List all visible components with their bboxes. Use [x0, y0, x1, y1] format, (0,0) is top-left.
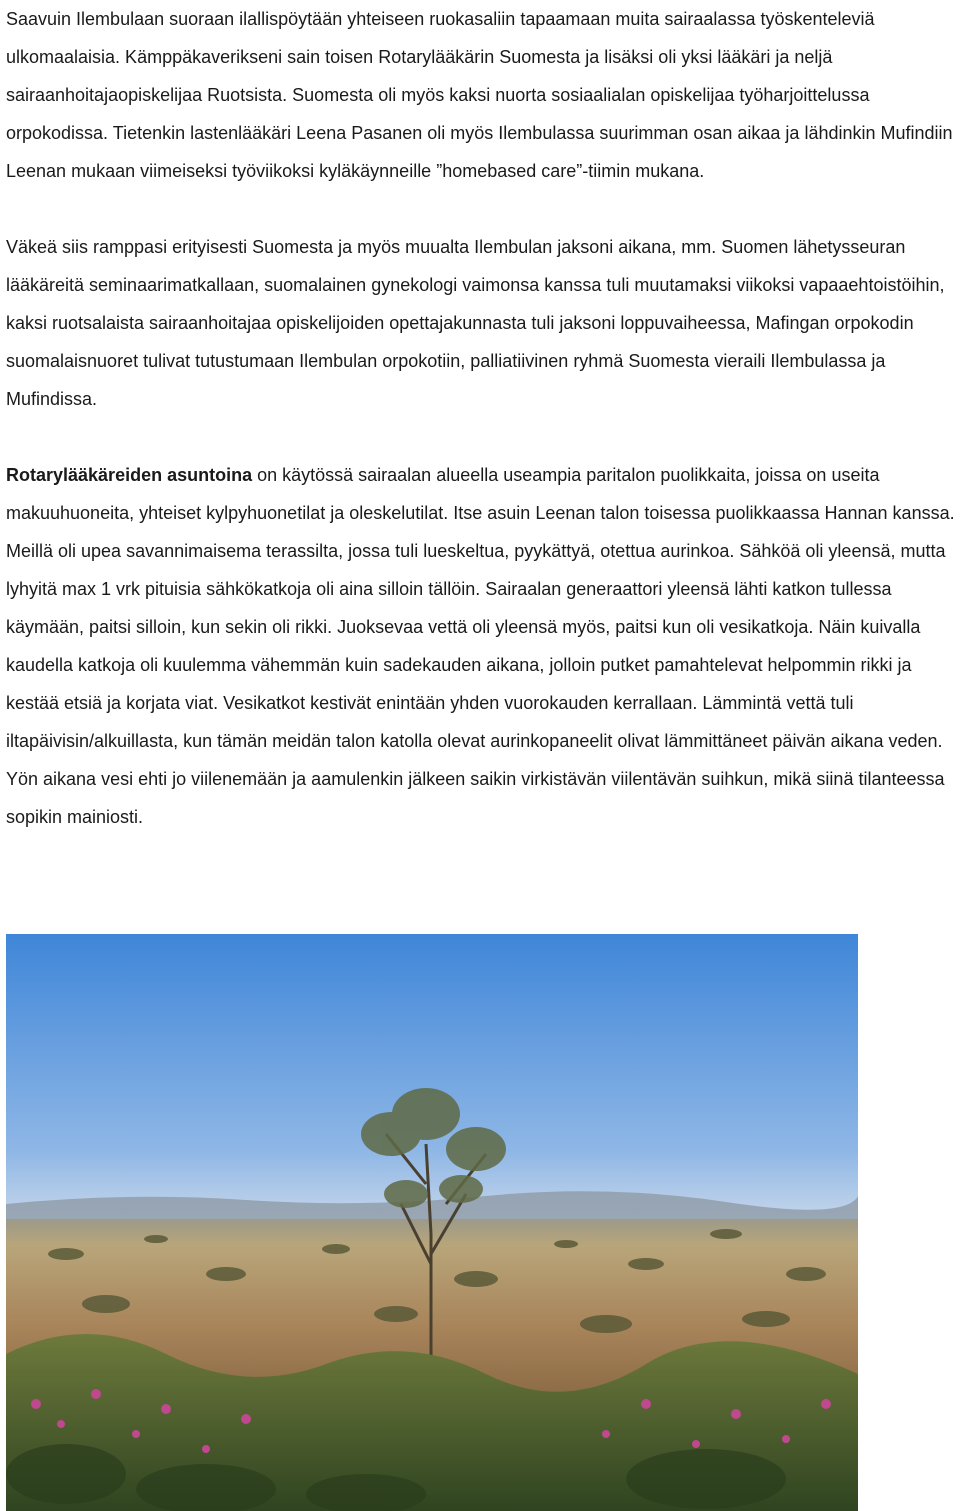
savanna-landscape-photo	[6, 934, 858, 1511]
paragraph-arrival-part-1: Saavuin Ilembulaan suoraan ilallispöytään yhteiseen ruokasaliin tapaamaan muita sairaalassa työskenteleviä ulkomaalaisia. Kämppäkaverikseni sain toisen Rotarylääkärin Suomesta ja lisäksi oli yksi lääkäri ja neljä sairaanhoitajaopiskelijaa Ruotsista. Suomesta oli myös kaksi nuorta sosiaalialan opiskelijaa työharjoittelussa orpokodissa.	[6, 9, 875, 143]
paragraph-housing	[6, 456, 956, 836]
paragraph-arrival	[6, 0, 956, 190]
housing-text: on käytössä sairaalan alueella useampia paritalon puolikkaita, joissa on useita makuuhuoneita, yhteiset kylpyhuonetilat ja oleskelutilat. Itse asuin Leenan talon toisessa puolikkaassa Hannan kanssa. Meillä oli upea savannimaisema terassilta, jossa tuli lueskeltua, pyykättyä, otettua aurinkoa. Sähköä oli yleensä, mutta lyhyitä max 1 vrk pituisia sähkökatkoja oli aina silloin tällöin. Sairaalan generaattori yleensä lähti katkon tullessa käymään, paitsi silloin, kun sekin oli rikki. Juoksevaa vettä oli yleensä myös, paitsi kun oli vesikatkoja. Näin kuivalla kaudella katkoja oli kuulemma vähemmän kuin sadekauden aikana, jolloin putket pamahtelevat helpommin rikki ja kestää etsiä ja korjata viat. Vesikatkot kestivät enintään yhden vuorokauden kerrallaan. Lämmintä vettä tuli iltapäivisin/alkuillasta, kun tämän meidän talon katolla olevat aurinkopaneelit olivat lämmittäneet päivän aikana veden. Yön aikana vesi ehti jo viilenemään ja aamulenkin jälkeen saikin virkistävän viilentävän suihkun, mikä siinä tilanteessa sopikin mainiosti.	[6, 465, 955, 827]
paragraph-arrival-part-2: Tietenkin lastenlääkäri Leena Pasanen oli myös Ilembulassa suurimman osan aikaa ja lähdinkin Mufindiin Leenan mukaan viimeiseksi työviikoksi kyläkäynneille ”homebased care”-tiimin mukana.	[6, 123, 953, 181]
paragraph-visitors: Väkeä siis ramppasi erityisesti Suomesta ja myös muualta Ilembulan jaksoni aikana, mm. Suomen lähetysseuran lääkäreitä seminaarimatkallaan, suomalainen gynekologi vaimonsa kanssa tuli muutamaksi viikoksi vapaaehtoistöihin, kaksi ruotsalaista sairaanhoitajaa opiskelijoiden opettajakunnasta tuli jaksoni loppuvaiheessa, Mafingan orpokodin suomalaisnuoret tulivat tutustumaan Ilembulan orpokotiin, palliatiivinen ryhmä Suomesta vieraili Ilembulassa ja Mufindissa.	[6, 237, 945, 409]
sky	[6, 934, 858, 1224]
housing-heading-bold: Rotarylääkäreiden asuntoina	[6, 465, 253, 485]
document-body	[6, 0, 956, 836]
savanna-photo-illustration	[6, 934, 858, 1511]
paragraph-gap	[6, 418, 956, 456]
paragraph-gap	[6, 190, 956, 228]
